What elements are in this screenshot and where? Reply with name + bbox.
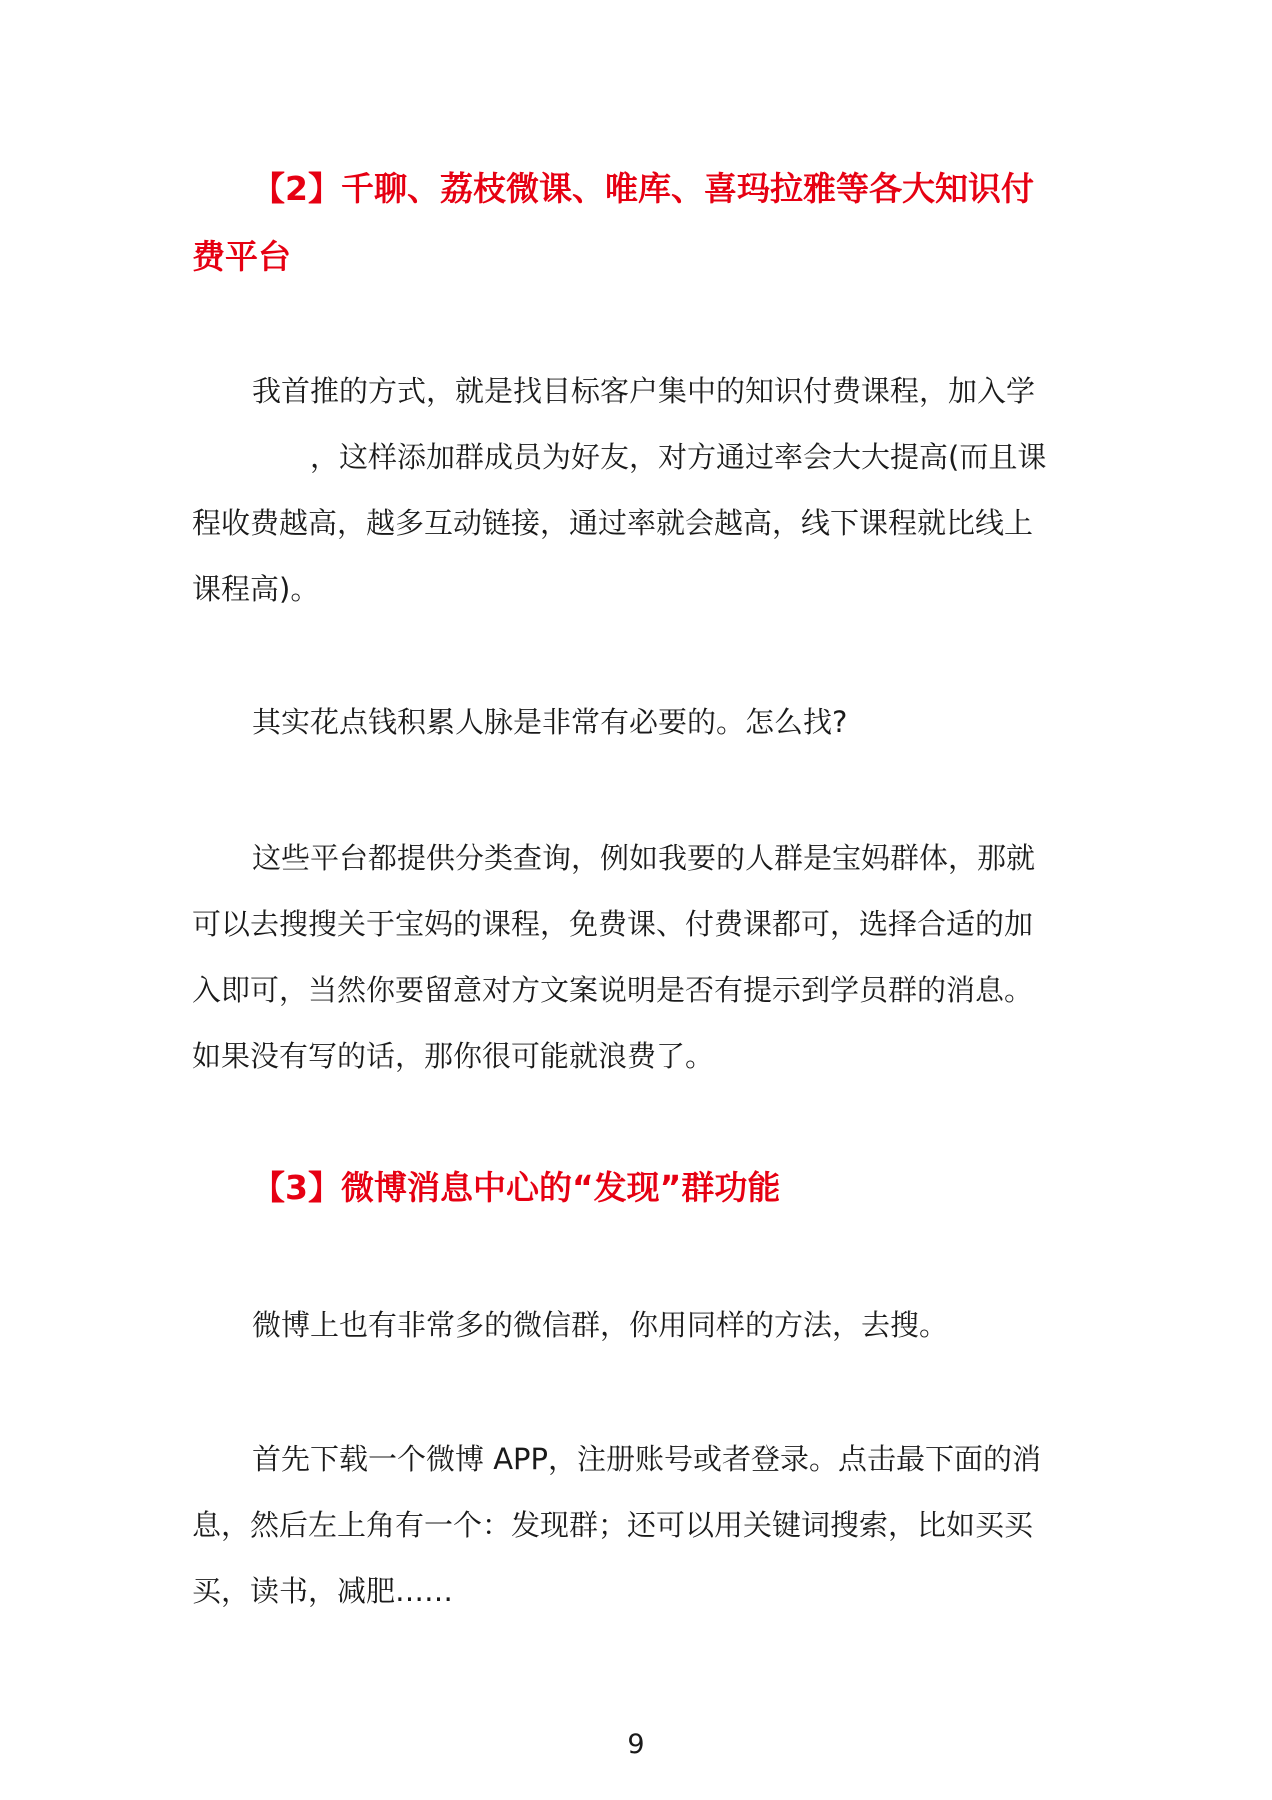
page-number: 9: [627, 1729, 645, 1760]
text-line: 首先下载一个微博 APP，注册账号或者登录。点击最下面的消: [252, 1442, 1042, 1476]
text-line-with-gap: [192, 424, 1092, 490]
paragraph-3: [192, 825, 1092, 1089]
heading-line: 费平台: [192, 237, 291, 276]
paragraph-1: [192, 358, 1092, 622]
section-heading-2: [192, 155, 1092, 291]
paragraph-5: [192, 1426, 1092, 1624]
section-heading-3: [192, 1154, 1092, 1222]
text-line: 微博上也有非常多的微信群，你用同样的方法，去搜。: [252, 1308, 949, 1342]
heading-line: 【3】微博消息中心的“发现”群功能: [252, 1168, 781, 1207]
text-line: 入即可，当然你要留意对方文案说明是否有提示到学员群的消息。: [192, 973, 1034, 1007]
paragraph-2: [192, 689, 1092, 755]
text-line: 程收费越高，越多互动链接，通过率就会越高，线下课程就比线上: [192, 506, 1034, 540]
text-line: 这些平台都提供分类查询，例如我要的人群是宝妈群体，那就: [252, 841, 1036, 875]
paragraph-4: [192, 1292, 1092, 1358]
text-line: 我首推的方式，就是找目标客户集中的知识付费课程，加入学: [252, 374, 1036, 408]
text-line: 可以去搜搜关于宝妈的课程，免费课、付费课都可，选择合适的加: [192, 907, 1034, 941]
text-fragment: ，这样添加群成员为好友，对方通过率会大大提高(而且课: [310, 440, 1047, 474]
text-line: 买，读书，减肥……: [192, 1574, 454, 1608]
text-line: 其实花点钱积累人脉是非常有必要的。怎么找?: [252, 705, 848, 739]
text-line: 如果没有写的话，那你很可能就浪费了。: [192, 1039, 715, 1073]
text-line: 息，然后左上角有一个：发现群；还可以用关键词搜索，比如买买: [192, 1508, 1034, 1542]
text-line: 课程高)。: [192, 572, 320, 606]
heading-line: 【2】千聊、荔枝微课、唯库、喜玛拉雅等各大知识付: [252, 169, 1034, 208]
